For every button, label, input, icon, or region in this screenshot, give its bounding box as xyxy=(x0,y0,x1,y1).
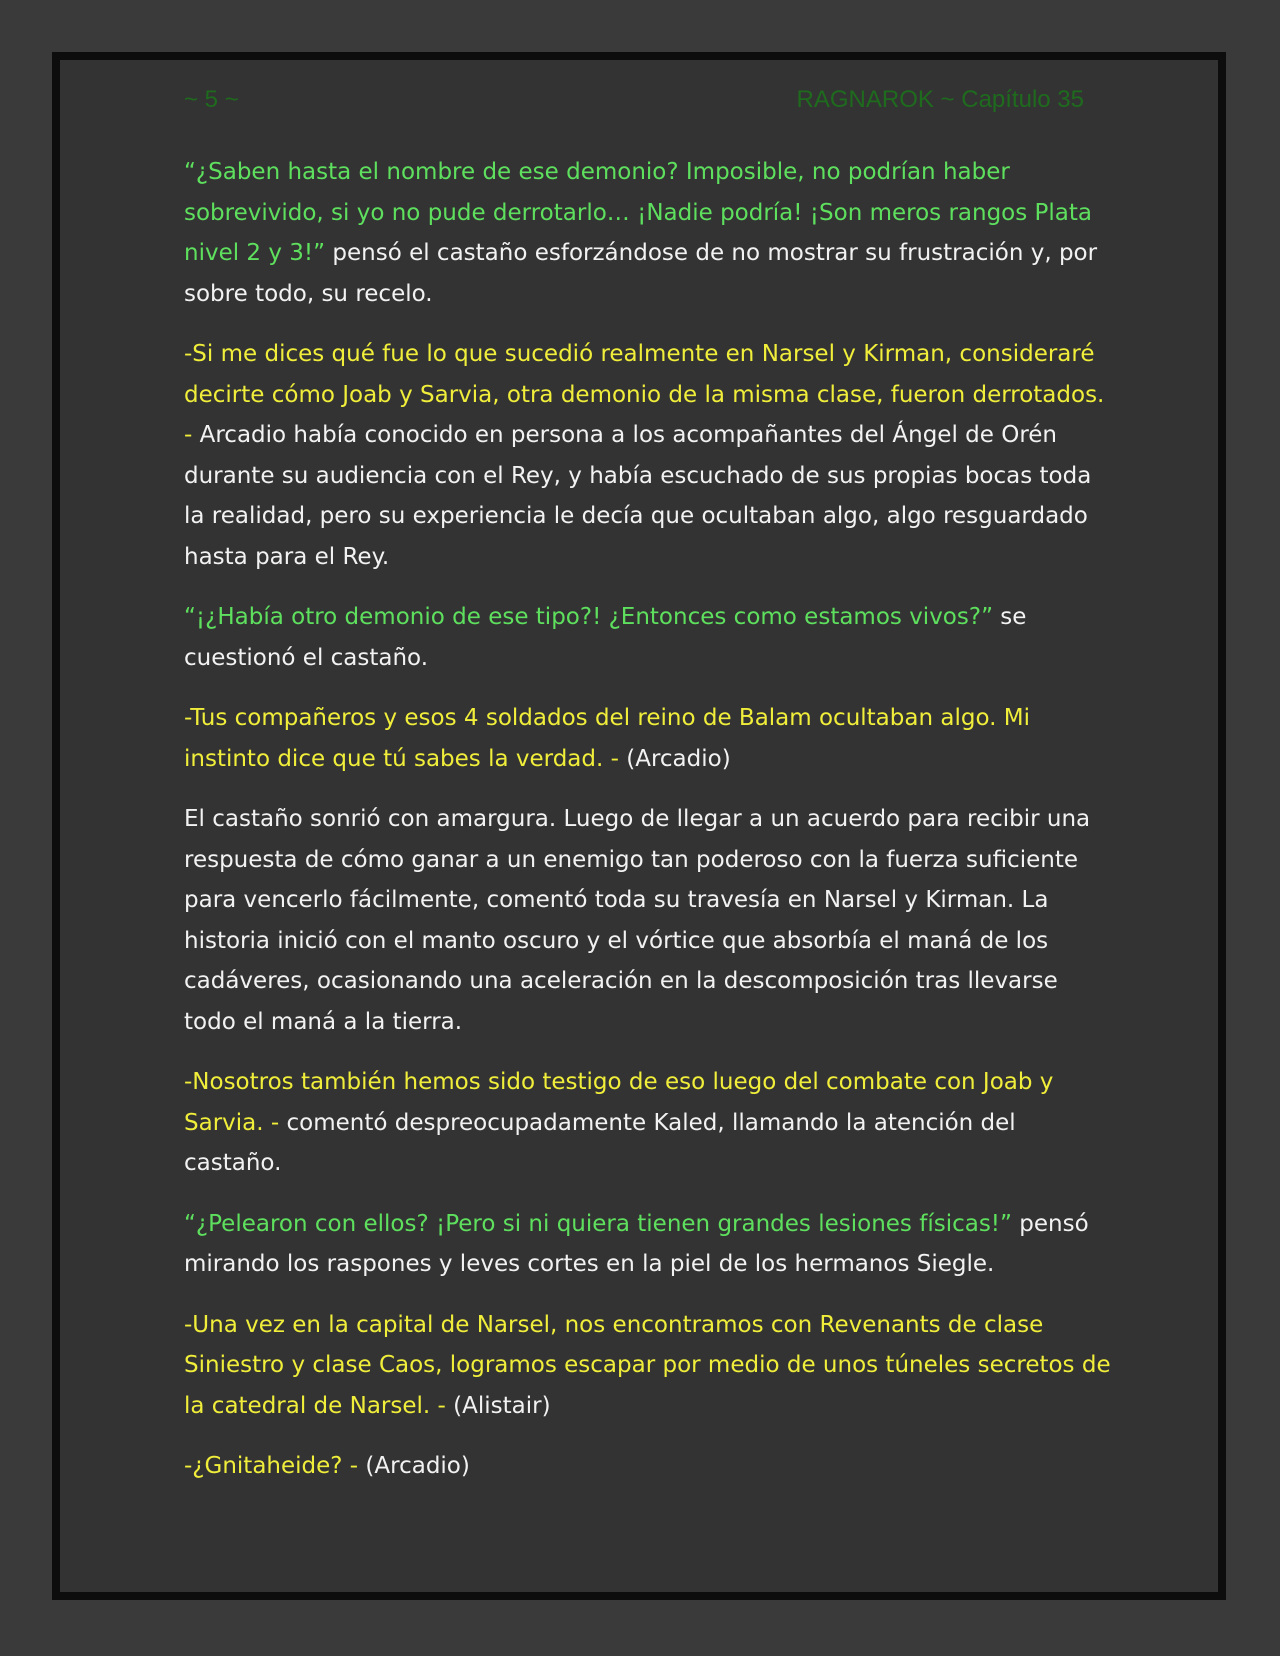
page-header xyxy=(184,86,1084,126)
narration-text: comentó despreocupadamente Kaled, llamando la atención del castaño. xyxy=(184,1109,1016,1176)
thought-text: “¿Saben hasta el nombre de ese demonio? Imposible, no podrían haber sobrevivido, si yo no pude derrotarlo… ¡Nadie podría! ¡Son meros rangos Plata nivel 2 y 3!” xyxy=(184,159,1093,266)
paragraph-8 xyxy=(184,1305,1114,1427)
book-page xyxy=(52,52,1226,1600)
paragraph-5 xyxy=(184,799,1114,1042)
paragraph-3 xyxy=(184,597,1114,678)
thought-text: “¡¿Había otro demonio de ese tipo?! ¿Entonces como estamos vivos?” xyxy=(184,604,993,630)
paragraph-6 xyxy=(184,1062,1114,1184)
narration-text: se cuestionó el castaño. xyxy=(184,604,1027,671)
narration-text: pensó el castaño esforzándose de no mostrar su frustración y, por sobre todo, su recelo. xyxy=(184,240,1098,307)
speech-text: -Si me dices qué fue lo que sucedió realmente en Narsel y Kirman, consideraré decirte cómo Joab y Sarvia, otra demonio de la misma clase, fueron derrotados. - xyxy=(184,341,1105,448)
page-content xyxy=(184,152,1114,1507)
page-number: ~ 5 ~ xyxy=(184,86,239,113)
paragraph-9 xyxy=(184,1446,1114,1487)
speech-text: -Una vez en la capital de Narsel, nos encontramos con Revenants de clase Siniestro y clase Caos, logramos escapar por medio de unos túneles secretos de la catedral de Narsel. - xyxy=(184,1311,1111,1419)
paragraph-2 xyxy=(184,334,1114,577)
speech-text: -¿Gnitaheide? - xyxy=(184,1453,359,1479)
thought-text: “¿Pelearon con ellos? ¡Pero si ni quiera tienen grandes lesiones físicas!” xyxy=(184,1210,1012,1237)
speech-text: -Nosotros también hemos sido testigo de eso luego del combate con Joab y Sarvia. - xyxy=(184,1069,1054,1136)
paragraph-1 xyxy=(184,152,1114,314)
speech-text: -Tus compañeros y esos 4 soldados del reino de Balam ocultaban algo. Mi instinto dice que tú sabes la verdad. - xyxy=(184,705,1030,772)
book-title: RAGNAROK ~ Capítulo 35 xyxy=(796,86,1084,113)
narration-text: pensó mirando los raspones y leves cortes en la piel de los hermanos Siegle. xyxy=(184,1210,1089,1277)
narration-text: (Alistair) xyxy=(445,1392,551,1419)
narration-text: Arcadio había conocido en persona a los acompañantes del Ángel de Orén durante su audiencia con el Rey, y había escuchado de sus propias bocas toda la realidad, pero su experiencia le decía que ocultaban algo, algo resguardado hasta para el Rey. xyxy=(184,422,1092,570)
narration-text: (Arcadio) xyxy=(358,1453,470,1479)
paragraph-7 xyxy=(184,1204,1114,1285)
narration-text: (Arcadio) xyxy=(618,745,731,772)
paragraph-4 xyxy=(184,698,1114,779)
narration-text: El castaño sonrió con amargura. Luego de llegar a un acuerdo para recibir una respuesta de cómo ganar a un enemigo tan poderoso con la fuerza suficiente para vencerlo fácilmente, comentó toda su travesía en Narsel y Kirman. La historia inició con el manto oscuro y el vórtice que absorbía el maná de los cadáveres, ocasionando una aceleración en la descomposición tras llevarse todo el maná a la tierra. xyxy=(184,806,1091,1035)
